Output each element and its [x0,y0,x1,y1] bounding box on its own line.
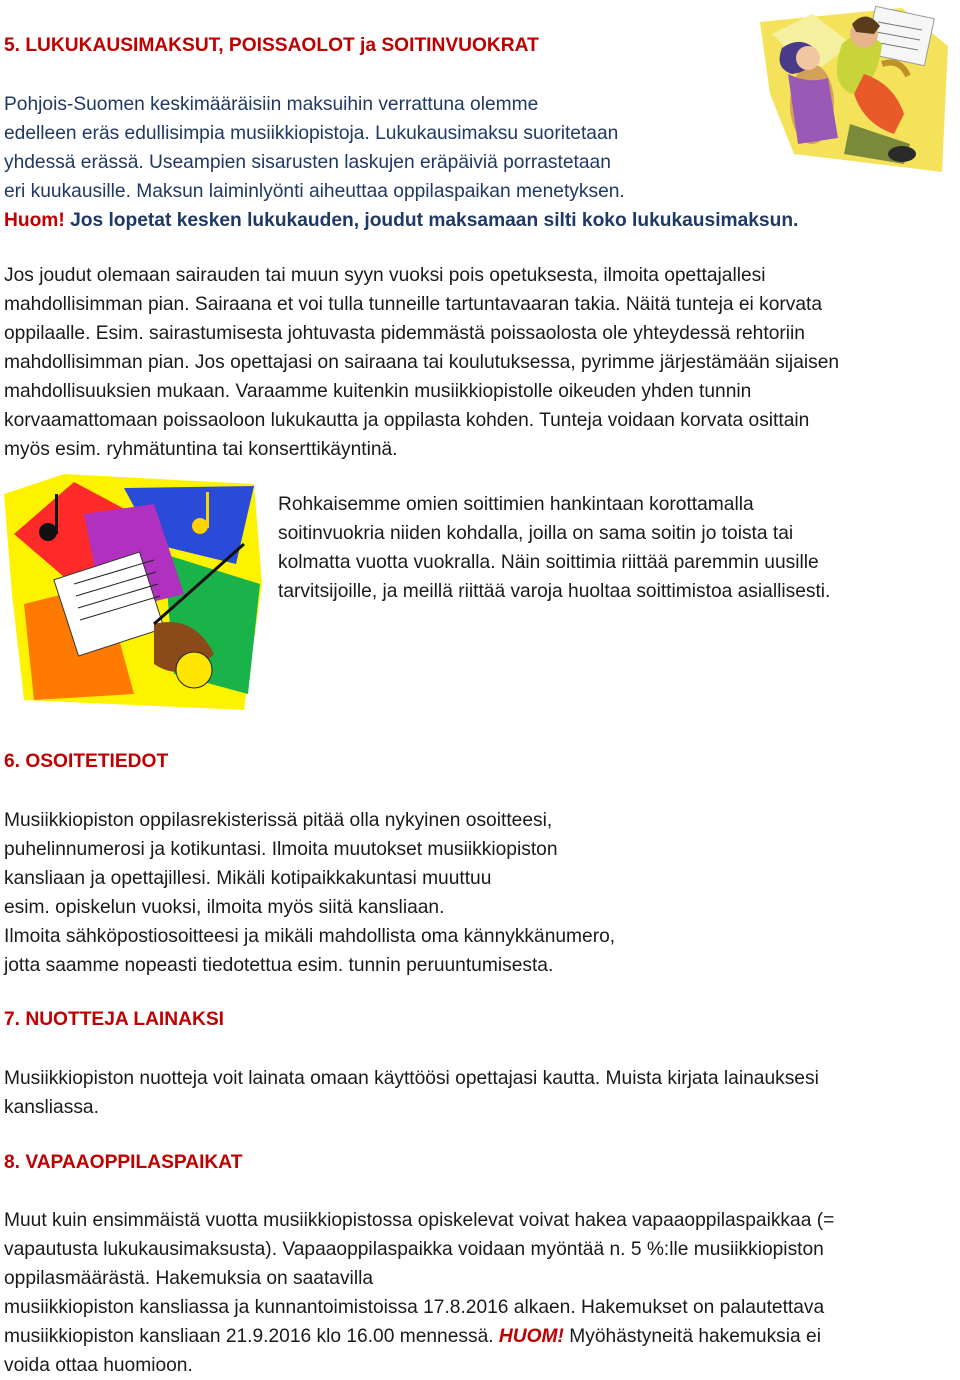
note-text: Jos lopetat kesken lukukauden, joudut maksamaan silti koko lukukausimaksun. [64,210,799,231]
free-place-line: musiikkiopiston kansliassa ja kunnantoimistoissa 17.8.2016 alkaen. Hakemukset on palautettava [4,1297,825,1318]
absence-line: Jos joudut olemaan sairauden tai muun syyn vuoksi pois opetuksesta, ilmoita opettajallesi [4,265,766,286]
huom-emphasis: HUOM! [498,1326,564,1347]
free-place-line: vapautusta lukukausimaksusta). Vapaaoppilaspaikka voidaan myöntää n. 5 %:lle musiikkiopiston [4,1239,824,1260]
intro-line: Pohjois-Suomen keskimääräisiin maksuihin verrattuna olemme [4,94,539,115]
absence-line: mahdollisimman pian. Sairaana et voi tulla tunneille tartuntavaaran takia. Näitä tunteja ei korvata [4,294,823,315]
intro-line: eri kuukausille. Maksun laiminlyönti aiheuttaa oppilaspaikan menetyksen. [4,181,625,202]
address-line: puhelinnumerosi ja kotikuntasi. Ilmoita muutokset musiikkiopiston [4,839,558,860]
section8-title: 8. VAPAAOPPILASPAIKAT [4,1152,243,1173]
free-place-line: oppilasmäärästä. Hakemuksia on saatavilla [4,1268,374,1289]
note-line [4,206,798,235]
section5-intro [4,90,798,235]
scores-line: kansliassa. [4,1097,99,1118]
section5-absence [4,261,839,464]
section6-title: 6. OSOITETIEDOT [4,751,169,772]
rental-line: soitinvuokria niiden kohdalla, joilla on sama soitin jo toista tai [278,523,794,544]
musicians-clipart-icon [752,4,952,174]
free-place-line: voida ottaa huomioon. [4,1355,193,1376]
address-line: esim. opiskelun vuoksi, ilmoita myös siitä kansliaan. [4,897,445,918]
absence-line: korvaamattomaan poissaoloon lukukautta ja oppilasta kohden. Tunteja voidaan korvata osittain [4,410,810,431]
intro-line: edelleen eräs edullisimpia musiikkiopistoja. Lukukausimaksu suoritetaan [4,123,619,144]
rental-line: Rohkaisemme omien soittimien hankintaan korottamalla [278,494,754,515]
rental-paragraph [278,490,830,606]
address-line: Ilmoita sähköpostiosoitteesi ja mikäli mahdollista oma kännykkänumero, [4,926,616,947]
note-label: Huom! [4,210,65,231]
section8-body [4,1206,834,1380]
absence-line: oppilaalle. Esim. sairastumisesta johtuvasta pidemmästä poissaolosta ole yhteydessä rehtoriin [4,323,805,344]
free-place-line [4,1322,834,1351]
rental-line: kolmatta vuotta vuokralla. Näin soittimia riittää paremmin uusille [278,552,819,573]
section7-title: 7. NUOTTEJA LAINAKSI [4,1009,224,1030]
section5-title: 5. LUKUKAUSIMAKSUT, POISSAOLOT ja SOITINVUOKRAT [4,35,539,56]
rental-line: tarvitsijoille, ja meillä riittää varoja huoltaa soittimistoa asiallisesti. [278,581,831,602]
music-collage-clipart-icon [4,474,262,710]
deadline-tail: Myöhästyneitä hakemuksia ei [563,1326,821,1347]
address-line: jotta saamme nopeasti tiedotettua esim. tunnin peruuntumisesta. [4,955,554,976]
deadline-text: musiikkiopiston kansliaan 21.9.2016 klo 16.00 mennessä. [4,1326,499,1347]
scores-line: Musiikkiopiston nuotteja voit lainata omaan käyttöösi opettajasi kautta. Muista kirjata lainauksesi [4,1068,819,1089]
section6-body [4,806,615,980]
intro-line: yhdessä erässä. Useampien sisarusten laskujen eräpäiviä porrastetaan [4,152,611,173]
absence-line: myös esim. ryhmätuntina tai konserttikäyntinä. [4,439,398,460]
address-line: Musiikkiopiston oppilasrekisterissä pitää olla nykyinen osoitteesi, [4,810,553,831]
section7-body [4,1064,819,1122]
address-line: kansliaan ja opettajillesi. Mikäli kotipaikkakuntasi muuttuu [4,868,492,889]
absence-line: mahdollisimman pian. Jos opettajasi on sairaana tai koulutuksessa, pyrimme järjestämään sijaisen [4,352,840,373]
free-place-line: Muut kuin ensimmäistä vuotta musiikkiopistossa opiskelevat voivat hakea vapaaoppilaspaikkaa (= [4,1210,835,1231]
absence-line: mahdollisuuksien mukaan. Varaamme kuitenkin musiikkiopistolle oikeuden yhden tunnin [4,381,752,402]
